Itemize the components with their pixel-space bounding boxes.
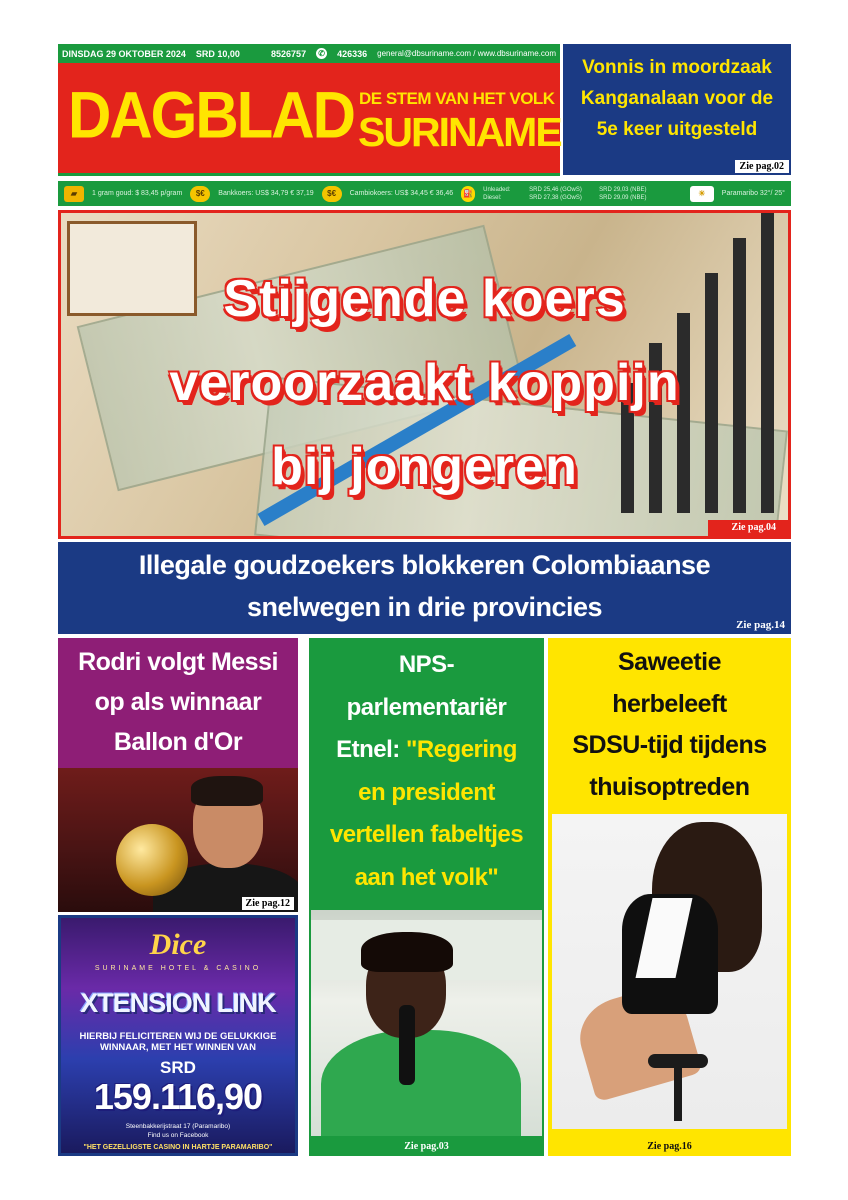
headline-line: bij jongeren: [271, 438, 578, 496]
etnel-story[interactable]: [309, 638, 544, 1156]
headline-line: SDSU-tijd tijdens: [572, 731, 767, 759]
headline-line: Saweetie: [617, 648, 721, 676]
etnel-photo: [311, 910, 542, 1136]
headline-line: parlementariër: [346, 693, 507, 721]
casino-advertisement[interactable]: [58, 915, 298, 1156]
phone-number: 8526757: [271, 48, 307, 59]
ad-currency: SRD: [160, 1058, 196, 1077]
photo-detail: [361, 932, 453, 972]
currency-icon: $€: [190, 186, 210, 202]
whatsapp-icon: ✆: [316, 48, 327, 59]
tagline-large: SURINAME: [358, 109, 561, 155]
headline-line: op als winnaar: [94, 688, 262, 716]
cambio-rate: Cambiokoers: US$ 34,45 € 36,46: [349, 190, 454, 197]
headline-line: Stijgende koers: [223, 270, 626, 328]
secondary-story[interactable]: [58, 542, 791, 634]
headline-line: Ballon d'Or: [113, 728, 243, 756]
headline-line: thuisoptreden: [589, 772, 750, 801]
ballon-dor-trophy-image: [116, 824, 188, 896]
teaser-headline: [563, 52, 791, 145]
page-reference: Zie pag.14: [736, 619, 785, 631]
phone-number-2: 426336: [337, 48, 368, 59]
newspaper-logo: DAGBLAD: [68, 78, 354, 152]
headline-line: Kanganalaan voor de: [580, 88, 774, 109]
rodri-headline: [58, 642, 298, 762]
fuel-labels: Unleaded: Diesel:: [483, 186, 511, 201]
headline-quote-line: "Regering: [405, 736, 517, 763]
main-story[interactable]: [58, 210, 791, 539]
currency-icon: $€: [322, 186, 342, 202]
teaser-box[interactable]: [563, 44, 791, 175]
gold-bars-icon: ▰: [64, 186, 84, 202]
headline-quote-line: aan het volk": [354, 863, 499, 891]
weather: Paramaribo 32°/ 25°: [721, 190, 785, 197]
headline-line: 5e keer uitgesteld: [596, 119, 758, 140]
ad-promo-title: XTENSION LINK: [80, 988, 276, 1018]
headline-line: Vonnis in moordzaak: [582, 57, 772, 78]
rodri-story[interactable]: [58, 638, 298, 768]
ad-facebook: Find us on Facebook: [147, 1132, 209, 1139]
contact-info: general@dbsuriname.com / www.dbsuriname.com: [377, 49, 556, 58]
headline-line: Illegale goudzoekers blokkeren Colombiaanse: [138, 550, 711, 580]
ad-brand-sub: SURINAME HOTEL & CASINO: [94, 965, 262, 972]
stool-image: [674, 1066, 682, 1121]
masthead-info-strip: [58, 44, 560, 63]
rodri-photo: [58, 768, 298, 912]
page-reference: Zie pag.16: [647, 1141, 692, 1152]
headline-line: herbeleeft: [612, 689, 727, 718]
ad-message-line: WINNAAR, MET HET WINNEN VAN: [99, 1042, 257, 1053]
ad-message: [67, 1031, 289, 1053]
ad-message-line: HIERBIJ FELICITEREN WIJ DE GELUKKIGE: [79, 1031, 277, 1042]
saweetie-photo: [552, 814, 787, 1129]
saweetie-story[interactable]: [548, 638, 791, 1156]
main-headline: [61, 257, 788, 509]
photo-detail: [191, 776, 263, 806]
fuel-pump-icon: ⛽: [461, 186, 475, 202]
ad-address: Steenbakkerijstraat 17 (Paramaribo): [125, 1123, 231, 1130]
issue-date: DINSDAG 29 OKTOBER 2024: [62, 48, 186, 59]
page-reference: Zie pag.02: [735, 160, 789, 173]
headline-line: veroorzaakt koppijn: [169, 354, 680, 412]
issue-price: SRD 10,00: [195, 48, 240, 59]
ad-slogan: "HET GEZELLIGSTE CASINO IN HARTJE PARAMARIBO": [83, 1144, 273, 1151]
microphone-image: [399, 1005, 415, 1085]
fuel-prices-gows: SRD 25,46 (GOwS) SRD 27,38 (GOwS): [529, 186, 582, 201]
headline-quote-line: vertellen fabeltjes: [329, 821, 524, 848]
gold-price: 1 gram goud: $ 83,45 p/gram: [92, 190, 183, 197]
market-ticker: [58, 181, 791, 206]
bank-rate: Bankkoers: US$ 34,79 € 37,19: [218, 190, 314, 197]
secondary-headline: [58, 544, 791, 628]
saweetie-headline: [548, 642, 791, 808]
headline-line: Etnel:: [336, 736, 406, 763]
headline-line: snelwegen in drie provincies: [246, 592, 603, 622]
weather-icon: ☀: [690, 186, 714, 202]
photo-detail: [321, 1030, 521, 1136]
headline-quote-line: en president: [358, 778, 495, 806]
ad-brand-logo: Dice: [149, 928, 207, 961]
masthead: [58, 63, 560, 176]
page-reference: Zie pag.04: [708, 520, 788, 536]
tagline-small: DE STEM VAN HET VOLK: [359, 89, 555, 108]
page-reference: Zie pag.12: [242, 897, 294, 910]
page-reference: Zie pag.03: [404, 1141, 449, 1152]
headline-line: NPS-: [398, 651, 455, 678]
etnel-headline: [309, 644, 544, 899]
ad-jackpot-amount: 159.116,90: [93, 1076, 263, 1117]
fuel-prices-nbe: SRD 29,03 (NBE) SRD 29,09 (NBE): [599, 186, 647, 201]
headline-line: Rodri volgt Messi: [78, 648, 278, 676]
